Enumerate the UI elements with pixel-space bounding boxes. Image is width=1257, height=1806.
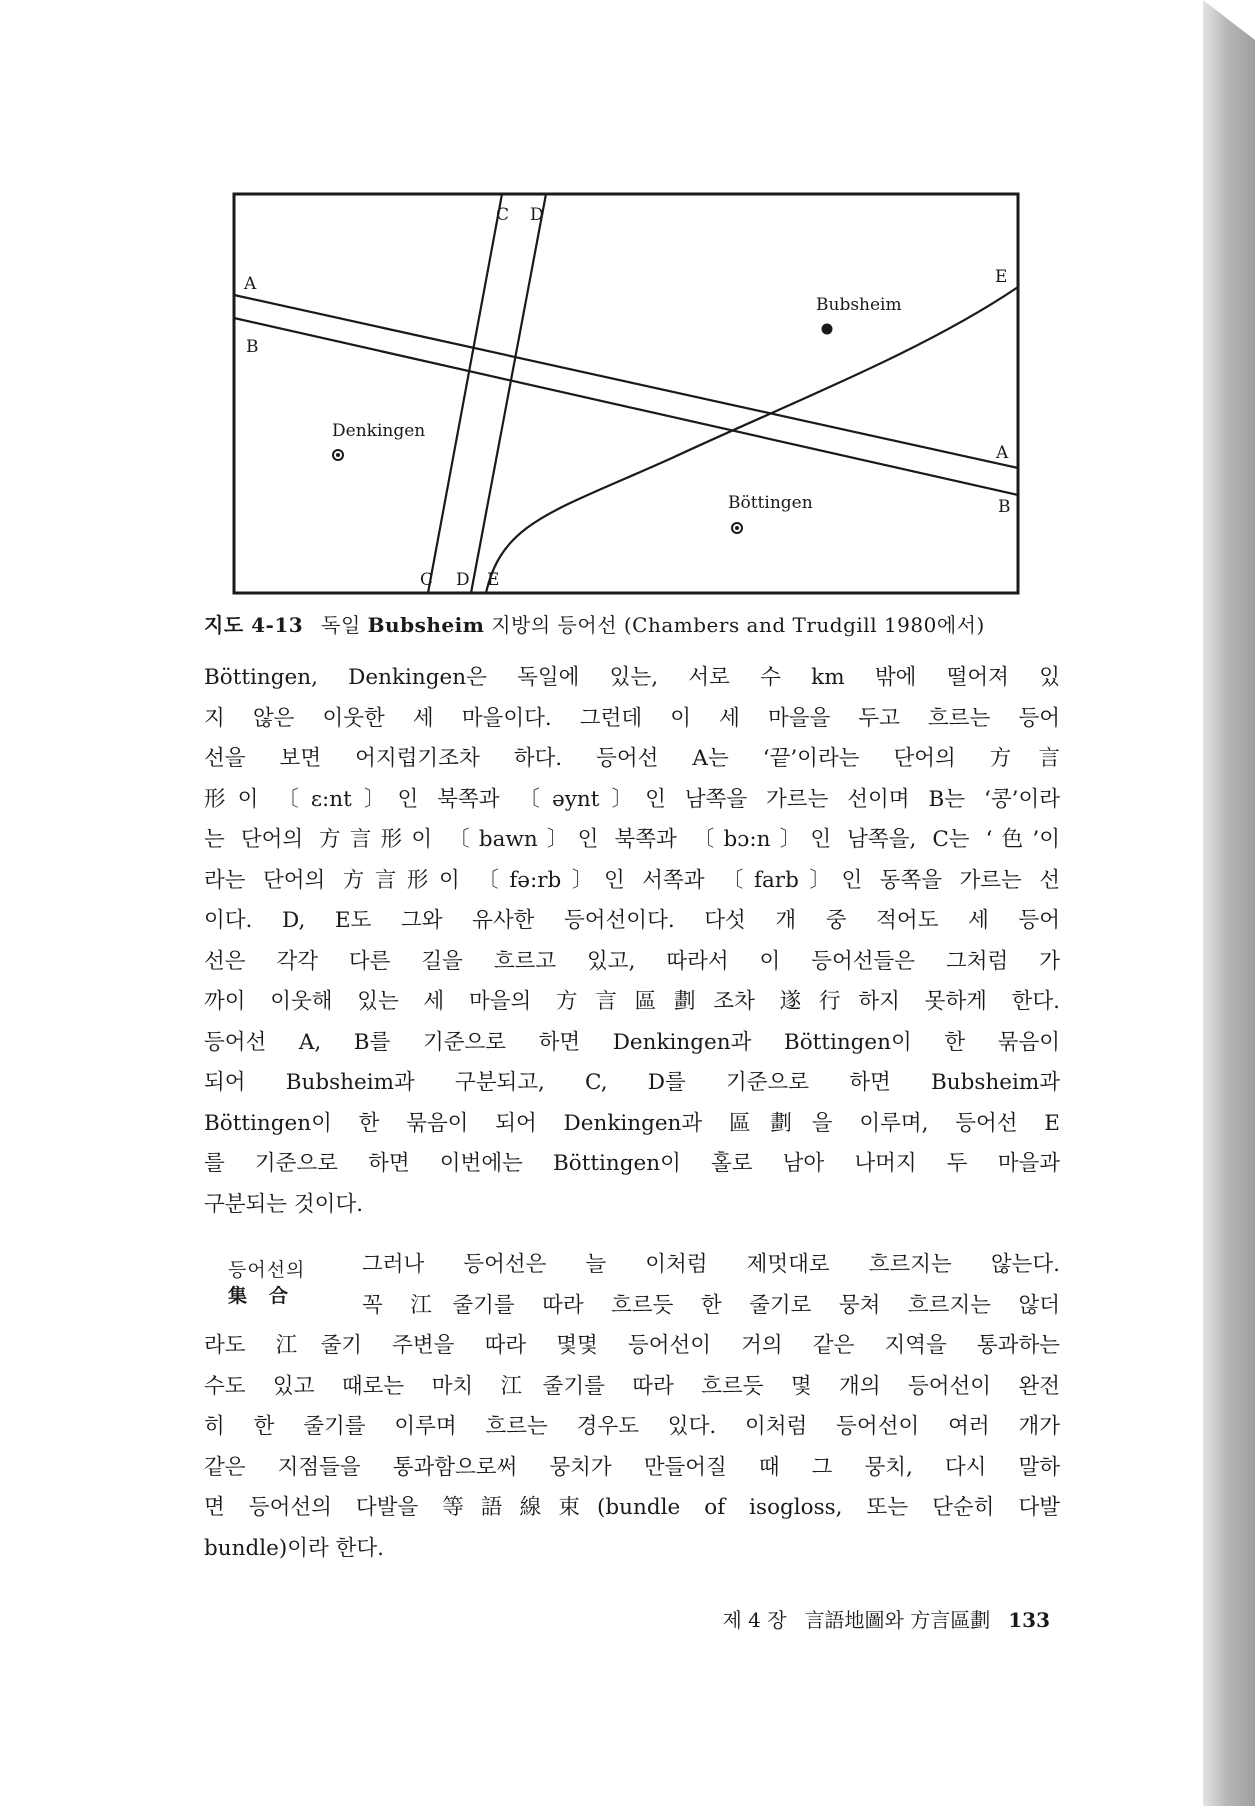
map-frame — [234, 194, 1018, 593]
side-heading-bottom: 集合 — [228, 1285, 311, 1307]
label-c-bottom: C — [420, 570, 434, 590]
town-marker-boettingen-center — [735, 526, 739, 530]
paragraph-line: Böttingen이 한 묶음이 되어 Denkingen과 區劃을 이루며, 등어선 E — [204, 1110, 1060, 1136]
paragraph-line: 라는 단어의 方言形이 〔fə:rb〕인 서쪽과 〔farb〕인 동쪽을 가르는 선 — [204, 867, 1060, 893]
side-heading — [228, 1257, 338, 1309]
paragraph-line: 등어선 A, B를 기준으로 하면 Denkingen과 Böttingen이 한 묶음이 — [204, 1029, 1060, 1055]
paragraph-line: 形이 〔ɛ:nt〕인 북쪽과 〔əynt〕인 남쪽을 가르는 선이며 B는 ‘콩’이라 — [204, 786, 1060, 812]
label-e-top: E — [995, 267, 1008, 287]
paragraph-line: 꼭 江줄기를 따라 흐르듯 한 줄기로 뭉쳐 흐르지는 않더 — [362, 1292, 1060, 1318]
paragraph-line: 면 등어선의 다발을 等語線束(bundle of isogloss, 또는 단순히 다발 — [204, 1495, 1060, 1520]
isogloss-map-svg — [232, 192, 1020, 595]
town-marker-bubsheim — [822, 324, 833, 335]
section-isogloss-bundle — [204, 1245, 1060, 1569]
paragraph-line: Böttingen, Denkingen은 독일에 있는, 서로 수 km 밖에 떨어져 있 — [204, 665, 1060, 690]
town-label-denkingen: Denkingen — [332, 421, 426, 441]
label-d-bottom: D — [456, 570, 470, 590]
label-a-left: A — [244, 274, 257, 294]
paragraph-line: 지 않은 이웃한 세 마을이다. 그런데 이 세 마을을 두고 흐르는 등어 — [204, 705, 1060, 731]
paragraph-line: 이다. D, E도 그와 유사한 등어선이다. 다섯 개 중 적어도 세 등어 — [204, 908, 1060, 933]
paragraph-line: 되어 Bubsheim과 구분되고, C, D를 기준으로 하면 Bubsheim과 — [204, 1070, 1060, 1095]
label-e-bottom: E — [487, 570, 500, 590]
footer-title: 言語地圖와 方言區劃 — [804, 1608, 991, 1632]
label-d-top: D — [530, 205, 544, 225]
paragraph-line: 같은 지점들을 통과함으로써 뭉치가 만들어질 때 그 뭉치, 다시 말하 — [204, 1454, 1060, 1480]
town-label-bubsheim: Bubsheim — [816, 295, 902, 315]
paragraph-line: 구분되는 것이다. — [204, 1191, 364, 1217]
label-b-left: B — [246, 337, 259, 357]
label-b-right: B — [998, 497, 1011, 517]
paragraph-line: 그러나 등어선은 늘 이처럼 제멋대로 흐르지는 않는다. — [362, 1252, 1060, 1277]
side-heading-top: 등어선의 — [228, 1259, 306, 1281]
figure-caption — [204, 609, 1064, 638]
paragraph-line: 는 단어의 方言形이 〔bawn〕인 북쪽과 〔bɔ:n〕인 남쪽을, C는 ‘色’이 — [204, 827, 1060, 852]
caption-place: Bubsheim — [367, 613, 485, 637]
footer-chapter: 제 4 장 — [722, 1608, 787, 1632]
town-label-boettingen: Böttingen — [728, 493, 813, 513]
page-stack-edge — [1203, 0, 1255, 1806]
paragraph-line: 수도 있고 때로는 마치 江줄기를 따라 흐르듯 몇 개의 등어선이 완전 — [204, 1373, 1060, 1399]
label-c-top: C — [496, 205, 510, 225]
paragraph-line: 라도 江줄기 주변을 따라 몇몇 등어선이 거의 같은 지역을 통과하는 — [204, 1333, 1060, 1358]
paragraph-line: 선을 보면 어지럽기조차 하다. 등어선 A는 ‘끝’이라는 단어의 方言 — [204, 746, 1060, 771]
isogloss-map — [232, 192, 1020, 595]
label-a-right: A — [996, 443, 1009, 463]
page-number: 133 — [1008, 1608, 1050, 1632]
paragraph-line: bundle)이라 한다. — [204, 1535, 384, 1561]
figure-number: 지도 4-13 — [204, 613, 304, 637]
page-corner — [1203, 0, 1255, 40]
paragraph-line: 선은 각각 다른 길을 흐르고 있고, 따라서 이 등어선들은 그처럼 가 — [204, 948, 1060, 974]
paragraph-1 — [204, 658, 1060, 1225]
running-footer — [650, 1604, 1050, 1633]
town-marker-denkingen-center — [336, 453, 340, 457]
caption-text-before: 독일 — [321, 613, 368, 637]
paragraph-line: 까이 이웃해 있는 세 마을의 方言區劃조차 遂行하지 못하게 한다. — [204, 989, 1060, 1014]
paragraph-line: 를 기준으로 하면 이번에는 Böttingen이 홀로 남아 나머지 두 마을과 — [204, 1151, 1060, 1176]
caption-text-after: 지방의 등어선 (Chambers and Trudgill 1980에서) — [484, 613, 985, 637]
paragraph-line: 히 한 줄기를 이루며 흐르는 경우도 있다. 이처럼 등어선이 여러 개가 — [204, 1414, 1060, 1439]
